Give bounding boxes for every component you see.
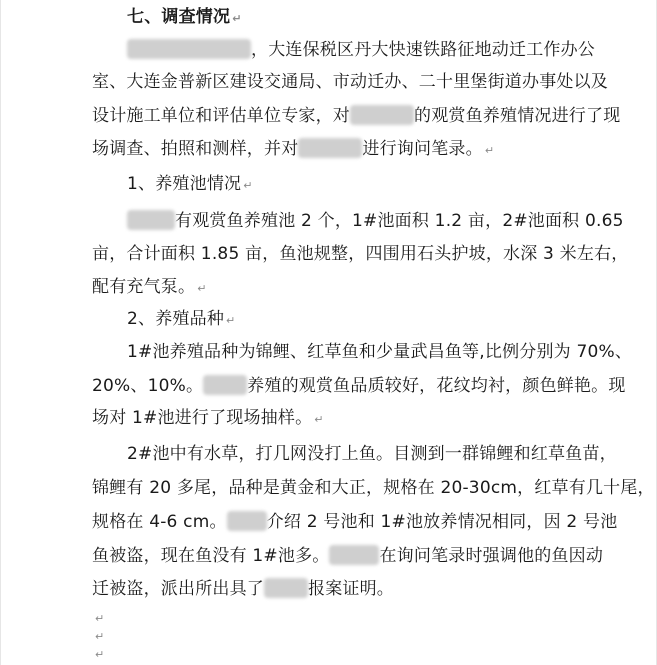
redacted-block <box>298 138 362 158</box>
paragraph-mark-icon: ↵ <box>95 630 105 643</box>
redacted-block <box>329 545 379 565</box>
subheading-species: 2、养殖品种 ↵ <box>127 309 236 329</box>
p4-line-1: 2#池中有水草，打几网没打上鱼。目测到一群锦鲤和红草鱼苗， <box>127 444 617 464</box>
paragraph-mark-icon: ↵ <box>95 648 105 661</box>
paragraph-mark-icon: ↵ <box>232 12 242 25</box>
paragraph-mark-icon: ↵ <box>95 612 105 625</box>
p2-line-1: 有观赏鱼养殖池 2 个，1#池面积 1.2 亩，2#池面积 0.65 <box>127 209 624 233</box>
redacted-block <box>203 375 247 395</box>
section-title: 七、调查情况 ↵ <box>127 7 242 27</box>
p3-line-3: 场对 1#池进行了现场抽样。 ↵ <box>92 408 324 428</box>
p2-line-2: 亩，合计面积 1.85 亩，鱼池规整，四围用石头护坡，水深 3 米左右， <box>92 244 629 264</box>
p1-line-1: ，大连保税区丹大快速铁路征地动迁工作办公 <box>127 38 595 62</box>
p2-line-3: 配有充气泵。 ↵ <box>92 277 207 297</box>
p4-line-2: 锦鲤有 20 多尾，品种是黄金和大正，规格在 20-30cm，红草有几十尾， <box>92 478 655 498</box>
p3-line-2: 20%、10%。 养殖的观赏鱼品质较好，花纹均衬，颜色鲜艳。现 <box>92 376 626 396</box>
p1-line-2: 室、大连金普新区建设交通局、市动迁办、二十里堡街道办事处以及 <box>92 72 608 92</box>
redacted-block <box>227 511 267 531</box>
subheading-pond-status: 1、养殖池情况 ↵ <box>127 174 253 194</box>
paragraph-mark-icon: ↵ <box>484 144 495 157</box>
paragraph-mark-icon: ↵ <box>226 314 236 327</box>
paragraph-mark-icon: ↵ <box>314 413 324 426</box>
paragraph-mark-icon: ↵ <box>197 282 207 295</box>
p1-line-3: 设计施工单位和评估单位专家，对 的观赏鱼养殖情况进行了现 <box>92 106 621 126</box>
redacted-block <box>127 210 175 230</box>
p4-line-5: 迁被盗，派出所出具了 报案证明。 <box>92 579 394 599</box>
redacted-block <box>264 578 308 598</box>
redacted-block <box>127 39 251 59</box>
p4-line-4: 鱼被盗，现在鱼没有 1#池多。 在询问笔录时强调他的鱼因动 <box>92 546 604 566</box>
paragraph-mark-icon: ↵ <box>243 179 253 192</box>
p4-line-3: 规格在 4-6 cm。 介绍 2 号池和 1#池放养情况相同，因 2 号池 <box>92 512 618 532</box>
redacted-block <box>350 105 414 125</box>
p3-line-1: 1#池养殖品种为锦鲤、红草鱼和少量武昌鱼等,比例分别为 70%、 <box>127 342 633 362</box>
p1-line-4: 场调查、拍照和测样，并对 进行询问笔录。 ↵ <box>92 139 495 159</box>
